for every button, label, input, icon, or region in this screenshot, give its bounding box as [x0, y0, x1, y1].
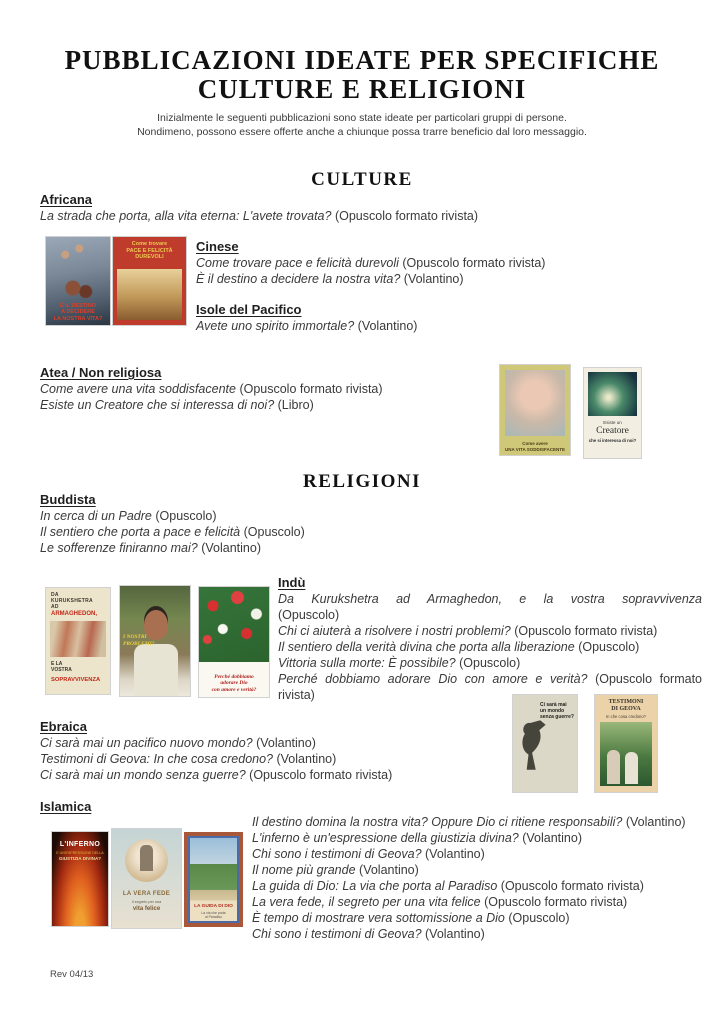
cover-caption: LA GUIDA DI DIO: [194, 904, 233, 909]
category-heading-atea: Atea / Non religiosa: [40, 365, 162, 380]
cover-caption: E LA VOSTRA: [51, 661, 72, 673]
publication-format: (Opuscolo formato rivista): [402, 256, 546, 270]
publication-title: Chi ci aiuterà a risolvere i nostri problemi?: [278, 624, 511, 638]
cover-vita-soddisfacente: [500, 365, 570, 455]
cover-mondo-senza-guerre: [513, 695, 577, 792]
publication-item: [40, 397, 495, 413]
publication-title: Il sentiero della verità divina che porta alla liberazione: [278, 640, 575, 654]
cover-caption: LA VERA FEDE: [122, 891, 171, 897]
cover-illustration: [50, 621, 106, 657]
revision-label: Rev 04/13: [50, 969, 94, 980]
publication-title: In cerca di un Padre: [40, 509, 152, 523]
publication-item: [40, 208, 660, 224]
publication-format: (Volantino): [625, 815, 686, 829]
publication-title: Chi sono i testimoni di Geova?: [252, 927, 422, 941]
publication-format: (Opuscolo formato rivista): [249, 768, 393, 782]
cover-caption: Creatore: [596, 426, 629, 436]
publication-title: È tempo di mostrare vera sottomissione a Dio: [252, 911, 505, 925]
publication-title: Come avere una vita soddisfacente: [40, 382, 236, 396]
cover-caption: TESTIMONI DI GEOVA: [608, 699, 644, 712]
publication-format: (Volantino): [201, 541, 261, 555]
publication-format: (Volantino): [425, 847, 485, 861]
publication-format: (Opuscolo formato rivista): [334, 209, 479, 223]
cover-caption: L'INFERNO: [59, 841, 101, 848]
cover-caption: In che cosa credono?: [605, 714, 647, 719]
publication-title: Chi sono i testimoni di Geova?: [252, 847, 422, 861]
publication-format: (Volantino): [425, 927, 485, 941]
cover-illustration: [625, 752, 638, 784]
subtitle-line1: Inizialmente le seguenti pubblicazioni sono state ideate per particolari gruppi di persone.: [157, 112, 567, 124]
publication-format: (Opuscolo formato rivista): [500, 879, 644, 893]
publication-title: Come trovare pace e felicità durevoli: [196, 256, 399, 270]
cover-caption: Esiste un: [603, 420, 622, 425]
publication-title: Le sofferenze finiranno mai?: [40, 541, 198, 555]
publication-title: Avete uno spirito immortale?: [196, 319, 355, 333]
cover-la-guida-di-dio: [184, 832, 243, 927]
publication-title: L'inferno è un'espressione della giustizia divina?: [252, 831, 519, 845]
publication-item: [252, 814, 707, 830]
cover-illustration: [607, 750, 620, 784]
subtitle-line2: Nondimeno, possono essere offerte anche a chiunque possa trarre beneficio dal loro messaggio.: [137, 126, 587, 138]
publication-format: (Opuscolo): [459, 656, 521, 670]
publication-title: Il destino domina la nostra vita? Oppure Dio ci ritiene responsabili?: [252, 815, 623, 829]
publication-format: (Volantino): [522, 831, 582, 845]
publication-title: Vittoria sulla morte: È possibile?: [278, 656, 456, 670]
cover-adorare-dio: [199, 587, 269, 697]
cover-caption-accent: ARMAGHEDON,: [51, 611, 97, 617]
cover-inferno: [52, 832, 108, 926]
publication-item: [40, 508, 500, 524]
publication-item: [252, 926, 707, 942]
category-heading-ebraica: Ebraica: [40, 719, 87, 734]
section-buddista: [40, 492, 500, 556]
publication-title: La strada che porta, alla vita eterna: L'avete trovata?: [40, 209, 332, 223]
section-ebraica: [40, 719, 505, 783]
section-heading-religioni: RELIGIONI: [302, 471, 422, 492]
publication-title: È il destino a decidere la nostra vita?: [196, 272, 401, 286]
cover-illustration: [140, 845, 153, 871]
publication-format: (Opuscolo): [578, 640, 640, 654]
section-atea: [40, 365, 495, 413]
category-heading-africana: Africana: [40, 192, 93, 207]
publication-item: [40, 767, 505, 783]
publication-item: [252, 862, 707, 878]
cover-caption: che si interessa di noi?: [588, 438, 637, 443]
publication-format: (Volantino): [403, 272, 464, 286]
publication-item: [40, 524, 500, 540]
cover-illustration: [505, 370, 565, 436]
publication-format: (Volantino): [276, 752, 337, 766]
cover-caption: La via che porta al Paradiso: [201, 911, 226, 919]
cover-caption: DA KURUKSHETRA AD: [51, 592, 93, 610]
cover-caption: Come trovare PACE E FELICITÀ DUREVOLI: [126, 241, 173, 260]
section-islamica-items: [252, 814, 707, 942]
publication-item: [278, 591, 702, 623]
publication-item: [278, 623, 702, 639]
section-cinese: [196, 239, 666, 287]
section-islamica-heading: [40, 799, 240, 815]
publication-item: [252, 878, 707, 894]
publication-format: (Opuscolo formato rivista): [239, 382, 383, 396]
cover-esiste-un-creatore: [584, 368, 641, 458]
publication-format: (Opuscolo formato rivista): [484, 895, 628, 909]
publication-title: Da Kurukshetra ad Armaghedon, e la vostra sopravvivenza: [278, 592, 702, 606]
cover-caption-accent: SOPRAVVIVENZA: [51, 677, 101, 683]
cover-caption: Ci sarà mai un mondo senza guerre?: [540, 702, 574, 720]
publication-item: [278, 639, 702, 655]
page-title-line1: PUBBLICAZIONI IDEATE PER SPECIFICHE: [64, 45, 660, 75]
publication-item: [40, 751, 505, 767]
cover-caption: È IL DESTINO A DECIDERE LA NOSTRA VITA?: [53, 302, 103, 322]
section-indu: [278, 575, 702, 703]
publication-item: [196, 271, 666, 287]
publication-format: (Opuscolo): [243, 525, 305, 539]
cover-caption: Come avere UNA VITA SODDISFACENTE: [504, 441, 566, 452]
cover-destino-decidere: [46, 237, 110, 325]
cover-caption: GIUSTIZIA DIVINA?: [58, 856, 102, 861]
publication-item: [252, 894, 707, 910]
publication-format: (Opuscolo): [155, 509, 217, 523]
cover-illustration: [117, 269, 183, 320]
publication-item: [40, 540, 500, 556]
publication-item: [196, 318, 666, 334]
publication-title: Esiste un Creatore che si interessa di noi?: [40, 398, 275, 412]
publication-item: [40, 735, 505, 751]
page-title-line2: CULTURE E RELIGIONI: [197, 74, 527, 104]
publication-format: (Opuscolo): [508, 911, 570, 925]
publication-format: (Volantino): [359, 863, 419, 877]
publication-title: Il sentiero che porta a pace e felicità: [40, 525, 241, 539]
publication-item: [196, 255, 666, 271]
publication-title: Il nome più grande: [252, 863, 356, 877]
cover-nostri-problemi: [120, 586, 190, 696]
section-africana: [40, 192, 660, 224]
cover-kurukshetra: [46, 588, 110, 694]
cover-caption: I NOSTRI PROBLEMI?: [123, 634, 155, 647]
section-isole-del-pacifico: [196, 302, 666, 334]
cover-illustration: [134, 644, 178, 696]
category-heading-cinese: Cinese: [196, 239, 239, 254]
publication-item: [40, 381, 495, 397]
page-subtitle: [0, 111, 724, 139]
category-heading-islamica: Islamica: [40, 799, 92, 814]
publication-format: (Opuscolo formato rivista): [278, 672, 702, 702]
publication-title: Testimoni di Geova: In che cosa credono?: [40, 752, 274, 766]
cover-testimoni-di-geova: [595, 695, 657, 792]
cover-illustration: [199, 587, 269, 662]
publication-item: [252, 910, 707, 926]
publication-format: (Volantino): [256, 736, 316, 750]
publication-format: (Opuscolo formato rivista): [514, 624, 658, 638]
category-heading-isole: Isole del Pacifico: [196, 302, 302, 317]
publication-title: La guida di Dio: La via che porta al Paradiso: [252, 879, 498, 893]
publication-item: [278, 655, 702, 671]
cover-la-vera-fede: [112, 829, 181, 928]
cover-caption: E UN'ESPRESSIONE DELLA: [56, 851, 104, 855]
publication-title: Ci sarà mai un mondo senza guerre?: [40, 768, 246, 782]
publication-title: La vera fede, il segreto per una vita felice: [252, 895, 481, 909]
cover-caption: Il segreto per una: [131, 900, 162, 904]
publication-item: [252, 846, 707, 862]
publication-format: (Opuscolo): [278, 608, 340, 622]
publication-title: Ci sarà mai un pacifico nuovo mondo?: [40, 736, 253, 750]
cover-caption: Perché dobbiamo adorare Dio con amore e verità?: [211, 673, 257, 693]
category-heading-buddista: Buddista: [40, 492, 96, 507]
publication-format: (Volantino): [357, 319, 418, 333]
publication-format: (Libro): [277, 398, 314, 412]
category-heading-indu: Indù: [278, 575, 306, 590]
publication-title: Perché dobbiamo adorare Dio con amore e verità?: [278, 672, 588, 686]
cover-illustration: [588, 372, 637, 416]
cover-caption: vita felice: [132, 906, 161, 912]
cover-pace-felicita: [113, 237, 186, 325]
page-title: [0, 46, 724, 104]
section-heading-culture: CULTURE: [311, 169, 413, 190]
publication-item: [252, 830, 707, 846]
